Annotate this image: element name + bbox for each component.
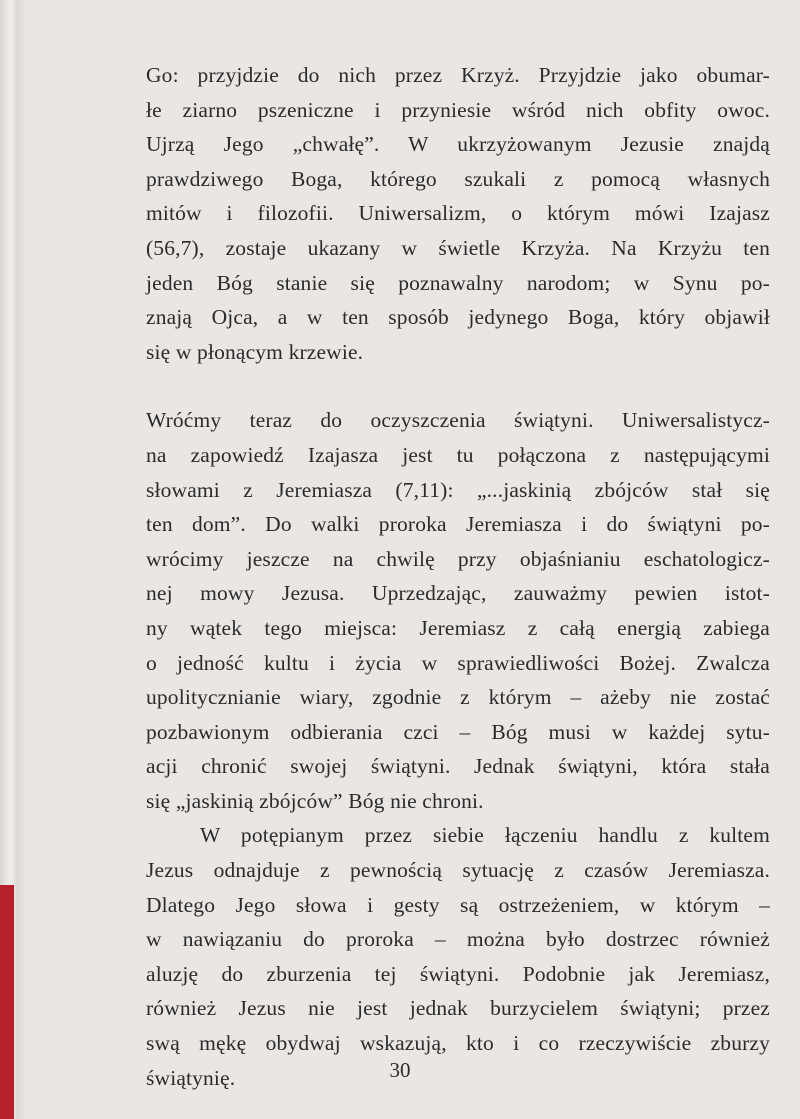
paragraph-gap	[146, 369, 770, 403]
text-line: Dlatego Jego słowa i gesty są ostrzeżeniem, w którym –	[146, 892, 770, 917]
text-line: pozbawionym odbierania czci – Bóg musi w każdej sytu-	[146, 719, 770, 744]
text-line: się „jaskinią zbójców” Bóg nie chroni.	[146, 788, 484, 813]
text-line: na zapowiedź Izajasza jest tu połączona z następującymi	[146, 442, 770, 467]
text-line: również Jezus nie jest jednak burzycielem świątyni; przez	[146, 996, 770, 1021]
text-line: nej mowy Jezusa. Uprzedzając, zauważmy pewien istot-	[146, 581, 770, 606]
text-line: swą mękę obydwaj wskazują, kto i co rzeczywiście zburzy	[146, 1031, 770, 1056]
text-line: aluzję do zburzenia tej świątyni. Podobnie jak Jeremiasz,	[146, 961, 770, 986]
text-line: słowami z Jeremiasza (7,11): „...jaskinią zbójców stał się	[146, 477, 770, 502]
page-number: 30	[389, 1058, 411, 1082]
text-line: świątynię.	[146, 1065, 236, 1090]
text-line: jeden Bóg stanie się poznawalny narodom; w Synu po-	[146, 270, 770, 295]
text-line: Ujrzą Jego „chwałę”. W ukrzyżowanym Jezusie znajdą	[146, 132, 770, 157]
text-line: W potępianym przez siebie łączeniu handlu z kultem	[200, 823, 770, 848]
text-line: (56,7), zostaje ukazany w świetle Krzyża. Na Krzyżu ten	[146, 235, 770, 260]
paragraph-1	[146, 58, 770, 369]
text-line: Wróćmy teraz do oczyszczenia świątyni. Uniwersalistycz-	[146, 408, 770, 433]
text-line: łe ziarno pszeniczne i przyniesie wśród nich obfity owoc.	[146, 97, 770, 122]
text-line: acji chronić swojej świątyni. Jednak świątyni, która stała	[146, 754, 770, 779]
text-line: się w płonącym krzewie.	[146, 339, 364, 364]
bookmark-ribbon	[0, 885, 14, 1119]
text-line: w nawiązaniu do proroka – można było dostrzec również	[146, 927, 770, 952]
text-line: Jezus odnajduje z pewnością sytuację z czasów Jeremiasza.	[146, 858, 770, 883]
text-line: ny wątek tego miejsca: Jeremiasz z całą energią zabiega	[146, 615, 770, 640]
paragraph-2	[146, 403, 770, 818]
page-text	[146, 58, 770, 1095]
text-line: znają Ojca, a w ten sposób jedynego Boga, który objawił	[146, 305, 770, 330]
text-line: wrócimy jeszcze na chwilę przy objaśnianiu eschatologicz-	[146, 546, 770, 571]
text-line: upolitycznianie wiary, zgodnie z którym – ażeby nie zostać	[146, 685, 770, 710]
paragraph-3	[146, 818, 770, 1095]
text-line: ten dom”. Do walki proroka Jeremiasza i do świątyni po-	[146, 512, 770, 537]
text-line: o jedność kultu i życia w sprawiedliwości Bożej. Zwalcza	[146, 650, 770, 675]
text-line: prawdziwego Boga, którego szukali z pomocą własnych	[146, 166, 770, 191]
text-line: Go: przyjdzie do nich przez Krzyż. Przyjdzie jako obumar-	[146, 63, 770, 87]
text-line: mitów i filozofii. Uniwersalizm, o którym mówi Izajasz	[146, 201, 770, 226]
